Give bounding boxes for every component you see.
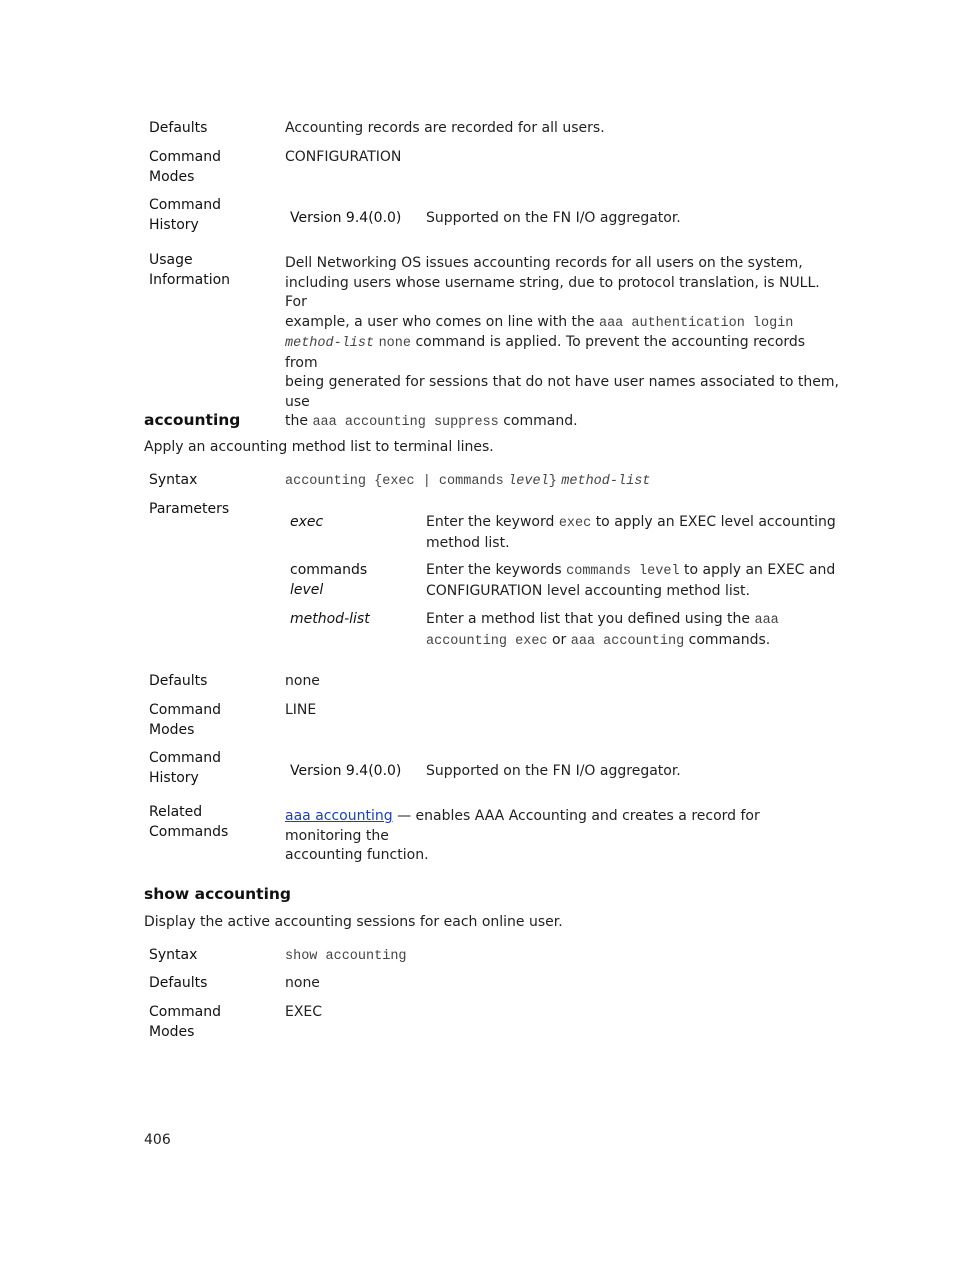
- param-name-line: level: [290, 581, 324, 598]
- usage-code: aaa accounting suppress: [312, 415, 499, 430]
- label-line: Command: [149, 750, 221, 766]
- param-exec-desc: [426, 513, 846, 553]
- usage-text: example, a user who comes on line with the: [285, 313, 595, 330]
- usage-line: being generated for sessions that do not have user names associated to them, use: [285, 374, 839, 410]
- usage-information-text: [285, 254, 840, 433]
- command-modes-label: [149, 701, 274, 740]
- param-name-line: commands: [290, 562, 368, 578]
- desc-line: [426, 561, 846, 582]
- defaults-value: Accounting records are recorded for all users.: [285, 120, 605, 136]
- related-commands-label: [149, 803, 274, 842]
- desc-line: [426, 631, 846, 652]
- command-modes-label: [149, 148, 274, 187]
- label-line: Command: [149, 1004, 221, 1020]
- usage-text: the: [285, 413, 308, 429]
- desc-line: [426, 513, 846, 534]
- label-line: History: [149, 216, 199, 233]
- syntax-code: }: [548, 474, 557, 489]
- syntax-code: accounting {exec | commands: [285, 474, 504, 489]
- usage-line: [285, 412, 840, 433]
- desc-line: CONFIGURATION level accounting method list.: [426, 582, 750, 599]
- syntax-label: Syntax: [149, 947, 198, 963]
- desc-line: method list.: [426, 534, 510, 551]
- label-line: History: [149, 769, 199, 786]
- desc-text: Enter a method list that you defined using the: [426, 611, 751, 627]
- desc-code: commands level: [566, 564, 680, 579]
- syntax-code-italic: level: [508, 474, 549, 489]
- desc-text: to apply an EXEC and: [684, 562, 836, 578]
- related-commands-value: [285, 807, 840, 866]
- syntax-code: show accounting: [285, 949, 407, 964]
- history-description: Supported on the FN I/O aggregator.: [426, 210, 681, 226]
- label-line: Related: [149, 804, 203, 820]
- aaa-accounting-link[interactable]: aaa accounting: [285, 808, 393, 824]
- parameters-label: Parameters: [149, 501, 230, 517]
- label-line: Modes: [149, 168, 195, 185]
- desc-code: accounting exec: [426, 633, 548, 649]
- desc-line: [426, 610, 846, 631]
- param-commands-level-name: [290, 561, 420, 600]
- usage-line: [285, 333, 840, 373]
- defaults-value: none: [285, 673, 320, 689]
- usage-code: aaa authentication login: [598, 315, 794, 331]
- desc-code: aaa accounting: [570, 633, 685, 649]
- history-version: Version 9.4(0.0): [290, 763, 402, 779]
- defaults-label: Defaults: [149, 975, 208, 991]
- param-method-list-name: method-list: [290, 611, 370, 627]
- command-modes-label: [149, 1003, 274, 1042]
- history-description: Supported on the FN I/O aggregator.: [426, 763, 681, 779]
- usage-line: [285, 313, 840, 334]
- param-exec-name: exec: [290, 514, 324, 530]
- usage-text: command is applied. To prevent the accounting records from: [285, 334, 806, 371]
- command-modes-value: EXEC: [285, 1004, 323, 1020]
- usage-information-label: [149, 251, 274, 290]
- desc-code: aaa: [754, 613, 779, 628]
- defaults-label: Defaults: [149, 120, 208, 136]
- section-intro-accounting: Apply an accounting method list to terminal lines.: [144, 439, 494, 455]
- syntax-value: [285, 946, 840, 967]
- command-modes-value: LINE: [285, 702, 317, 718]
- page-number: 406: [144, 1132, 171, 1148]
- related-line: [285, 807, 840, 846]
- param-commands-level-desc: [426, 561, 846, 601]
- command-history-label: [149, 749, 274, 788]
- desc-text: Enter the keywords: [426, 562, 562, 578]
- label-line: Commands: [149, 823, 229, 840]
- usage-code-italic: method-list: [285, 336, 375, 351]
- label-line: Command: [149, 149, 221, 165]
- section-heading-accounting: accounting: [144, 411, 241, 429]
- label-line: Usage: [149, 252, 193, 268]
- related-line: accounting function.: [285, 847, 429, 863]
- usage-line: including users whose username string, due to protocol translation, is NULL. For: [285, 274, 820, 310]
- desc-text: to apply an EXEC level accounting: [595, 514, 836, 530]
- section-heading-show-accounting: show accounting: [144, 885, 292, 903]
- syntax-label: Syntax: [149, 472, 198, 488]
- syntax-value: [285, 471, 840, 492]
- desc-text: commands.: [688, 631, 771, 648]
- desc-text: or: [551, 631, 567, 648]
- command-modes-value: CONFIGURATION: [285, 149, 402, 165]
- syntax-code-italic: method-list: [561, 474, 651, 489]
- related-text: — enables AAA Accounting and creates a record for monitoring the: [285, 808, 760, 844]
- label-line: Modes: [149, 1023, 195, 1040]
- label-line: Command: [149, 197, 221, 213]
- defaults-value: none: [285, 975, 320, 991]
- history-version: Version 9.4(0.0): [290, 210, 402, 226]
- label-line: Command: [149, 702, 221, 718]
- usage-line: Dell Networking OS issues accounting records for all users on the system,: [285, 255, 803, 271]
- section-intro-show-accounting: Display the active accounting sessions for each online user.: [144, 914, 563, 930]
- desc-text: Enter the keyword: [426, 514, 555, 530]
- param-method-list-desc: [426, 610, 846, 651]
- usage-code: none: [378, 336, 411, 351]
- desc-code: exec: [558, 516, 592, 531]
- usage-text: command.: [503, 413, 578, 429]
- label-line: Information: [149, 271, 231, 288]
- defaults-label: Defaults: [149, 673, 208, 689]
- label-line: Modes: [149, 721, 195, 738]
- command-history-label: [149, 196, 274, 235]
